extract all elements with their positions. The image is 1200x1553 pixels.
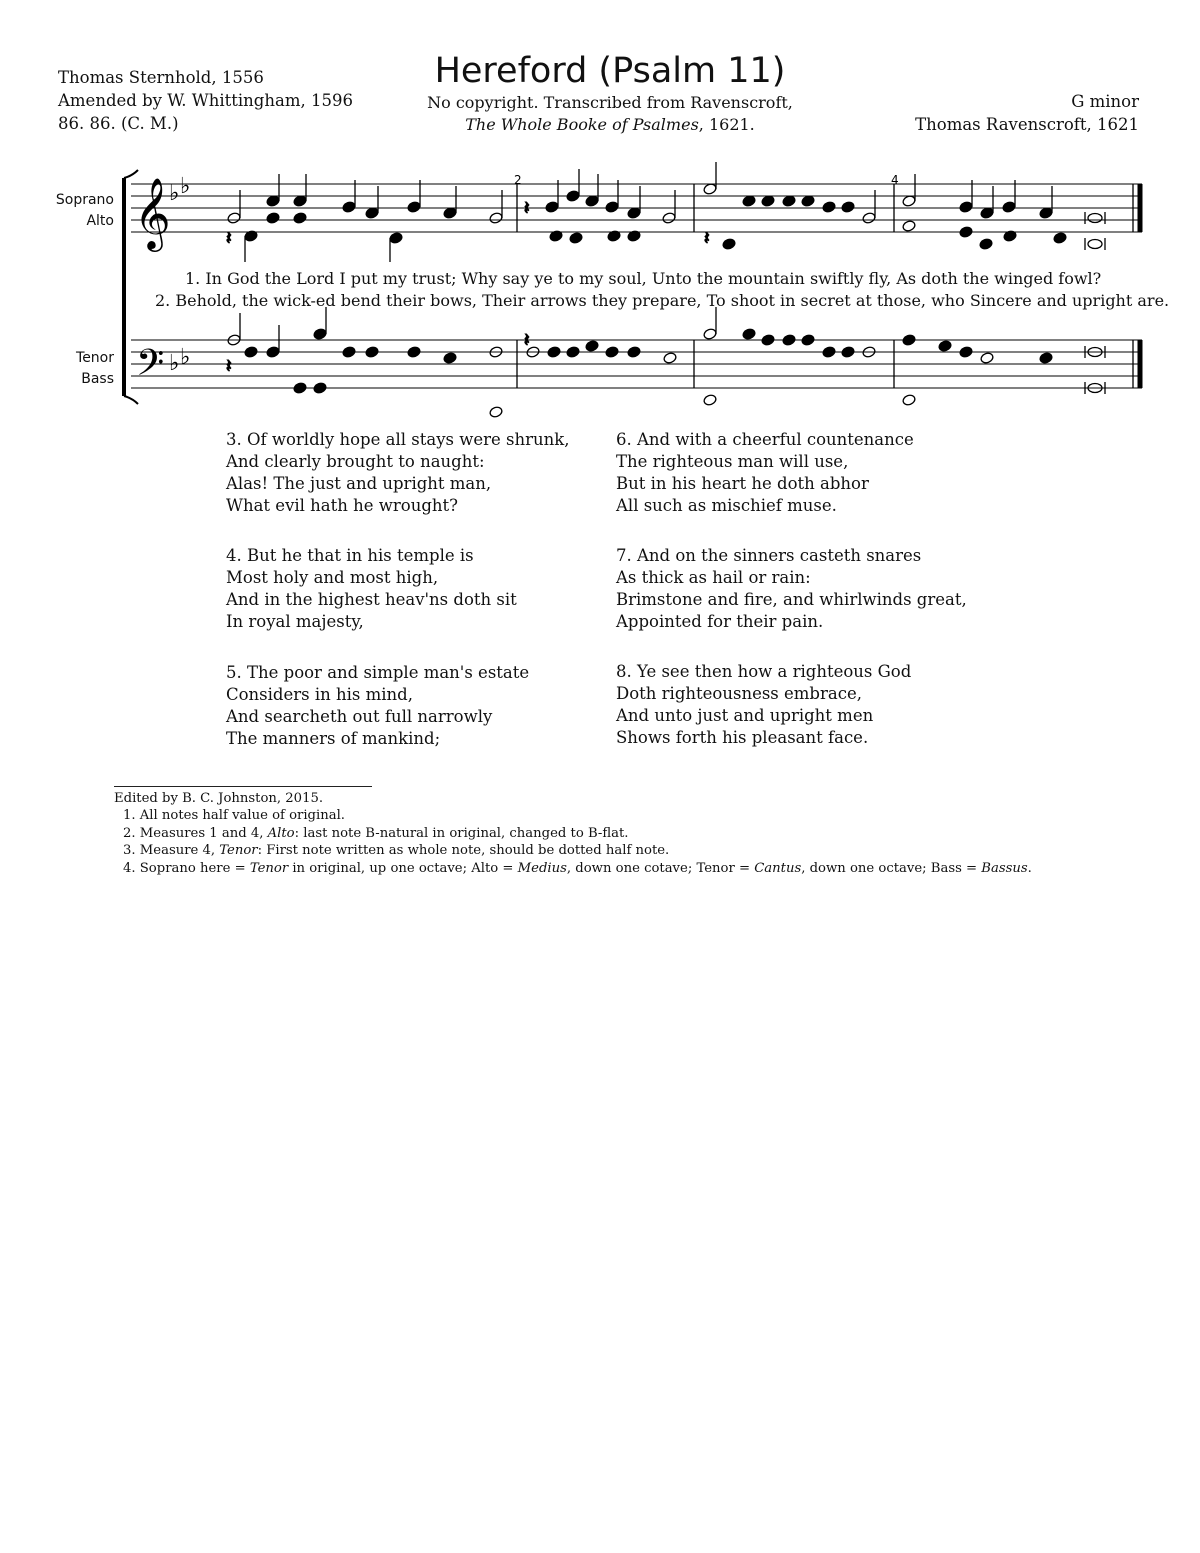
tenor-label: Tenor (76, 350, 114, 366)
footnote-divider (114, 786, 372, 787)
stanza-line: The manners of mankind; (226, 729, 441, 748)
footnote-text: in original, up one octave; Alto = (288, 860, 518, 876)
stanza-4 (226, 545, 517, 633)
footnote-italic: Tenor (219, 843, 258, 859)
stanza-line: And searcheth out full narrowly (226, 707, 493, 726)
footnote-2 (114, 825, 1032, 842)
footnote-text: . (1027, 860, 1032, 876)
svg-text:♭: ♭ (180, 174, 191, 199)
stanza-line: As thick as hail or rain: (616, 568, 811, 587)
footnote-text: , down one cotave; Tenor = (566, 860, 755, 876)
stanza-line: 8. Ye see then how a righteous God (616, 662, 912, 681)
stanza-line: And unto just and upright men (616, 706, 874, 725)
stanza-line: 3. Of worldly hope all stays were shrunk, (226, 430, 570, 449)
amended-by: Amended by W. Whittingham, 1596 (58, 91, 353, 110)
stanza-3 (226, 429, 570, 517)
lyricist: Thomas Sternhold, 1556 (58, 68, 264, 87)
footnotes (114, 790, 1032, 877)
svg-text:♭: ♭ (169, 351, 180, 376)
stanza-7 (616, 545, 967, 633)
footnote-italic: Medius (517, 860, 567, 876)
treble-notes (226, 162, 1105, 262)
stanza-6 (616, 429, 914, 517)
stanza-line: 7. And on the sinners casteth snares (616, 546, 922, 565)
footnote-italic: Alto (267, 825, 295, 841)
meter: 86. 86. (C. M.) (58, 114, 179, 133)
svg-text:𝄽: 𝄽 (226, 228, 232, 249)
footnote-text: : First note written as whole note, should be dotted half note. (257, 843, 670, 859)
svg-text:♭: ♭ (169, 181, 180, 206)
bass-clef-icon: 𝄢 (136, 342, 165, 393)
stanza-line: Alas! The just and upright man, (226, 474, 492, 493)
stanza-line: 4. But he that in his temple is (226, 546, 474, 565)
stanza-line: What evil hath he wrought? (226, 496, 459, 515)
key-signature-label: G minor (1071, 92, 1139, 111)
footnote-3 (114, 842, 1032, 859)
svg-text:𝄽: 𝄽 (524, 330, 530, 351)
stanza-line: But in his heart he doth abhor (616, 474, 869, 493)
footnote-text: 3. Measure 4, (123, 843, 220, 859)
stanza-line: Most holy and most high, (226, 568, 439, 587)
svg-text:𝄽: 𝄽 (704, 228, 710, 249)
treble-clef-icon: 𝄞 (134, 176, 171, 249)
source-title: The Whole Booke of Psalmes (465, 115, 699, 134)
svg-text:♭: ♭ (180, 345, 191, 370)
music-score (0, 0, 1200, 420)
page-title: Hereford (Psalm 11) (434, 51, 786, 91)
footnote-italic: Cantus (754, 860, 802, 876)
source-year: , 1621. (698, 115, 755, 134)
footnote-text: 2. Measures 1 and 4, (123, 825, 268, 841)
stanza-line: 6. And with a cheerful countenance (616, 430, 914, 449)
footnote-text: , down one octave; Bass = (801, 860, 982, 876)
stanza-line: All such as mischief muse. (616, 496, 837, 515)
stanza-line: In royal majesty, (226, 612, 364, 631)
footnote-text: 4. Soprano here = (123, 860, 250, 876)
stanza-line: Appointed for their pain. (616, 612, 824, 631)
measure-number-4: 4 (891, 173, 899, 187)
stanza-line: Shows forth his pleasant face. (616, 728, 869, 747)
stanza-8 (616, 661, 911, 749)
footnote-4 (114, 860, 1032, 877)
bass-notes (226, 307, 1105, 418)
stanza-line: And in the highest heav'ns doth sit (226, 590, 517, 609)
footnote-italic: Tenor (249, 860, 289, 876)
lyric-verse-1: 1. In God the Lord I put my trust; Why say ye to my soul, Unto the mountain swiftly fly, As doth the winged fowl? (185, 269, 1102, 288)
composer: Thomas Ravenscroft, 1621 (915, 115, 1139, 134)
stanza-line: And clearly brought to naught: (226, 452, 485, 471)
stanza-line: Brimstone and fire, and whirlwinds great, (616, 590, 967, 609)
bass-label: Bass (81, 371, 114, 387)
stanza-line: The righteous man will use, (616, 452, 849, 471)
footnote-1: 1. All notes half value of original. (123, 808, 345, 824)
stanza-5 (226, 662, 529, 750)
measure-number-2: 2 (514, 173, 522, 187)
edited-by: Edited by B. C. Johnston, 2015. (114, 791, 324, 806)
alto-label: Alto (86, 213, 114, 229)
stanza-line: 5. The poor and simple man's estate (226, 663, 530, 682)
footnote-text: : last note B-natural in original, changed to B-flat. (294, 825, 629, 841)
svg-text:𝄽: 𝄽 (226, 356, 232, 377)
lyric-verse-2: 2. Behold, the wick-ed bend their bows, Their arrows they prepare, To shoot in secret at those, who Sincere and upright are. (155, 291, 1170, 310)
soprano-label: Soprano (55, 192, 114, 208)
footnote-italic: Bassus (981, 860, 1028, 876)
stanza-line: Doth righteousness embrace, (616, 684, 862, 703)
svg-text:𝄽: 𝄽 (524, 198, 530, 219)
stanza-line: Considers in his mind, (226, 685, 413, 704)
copyright-line: No copyright. Transcribed from Ravenscroft, (427, 93, 793, 112)
